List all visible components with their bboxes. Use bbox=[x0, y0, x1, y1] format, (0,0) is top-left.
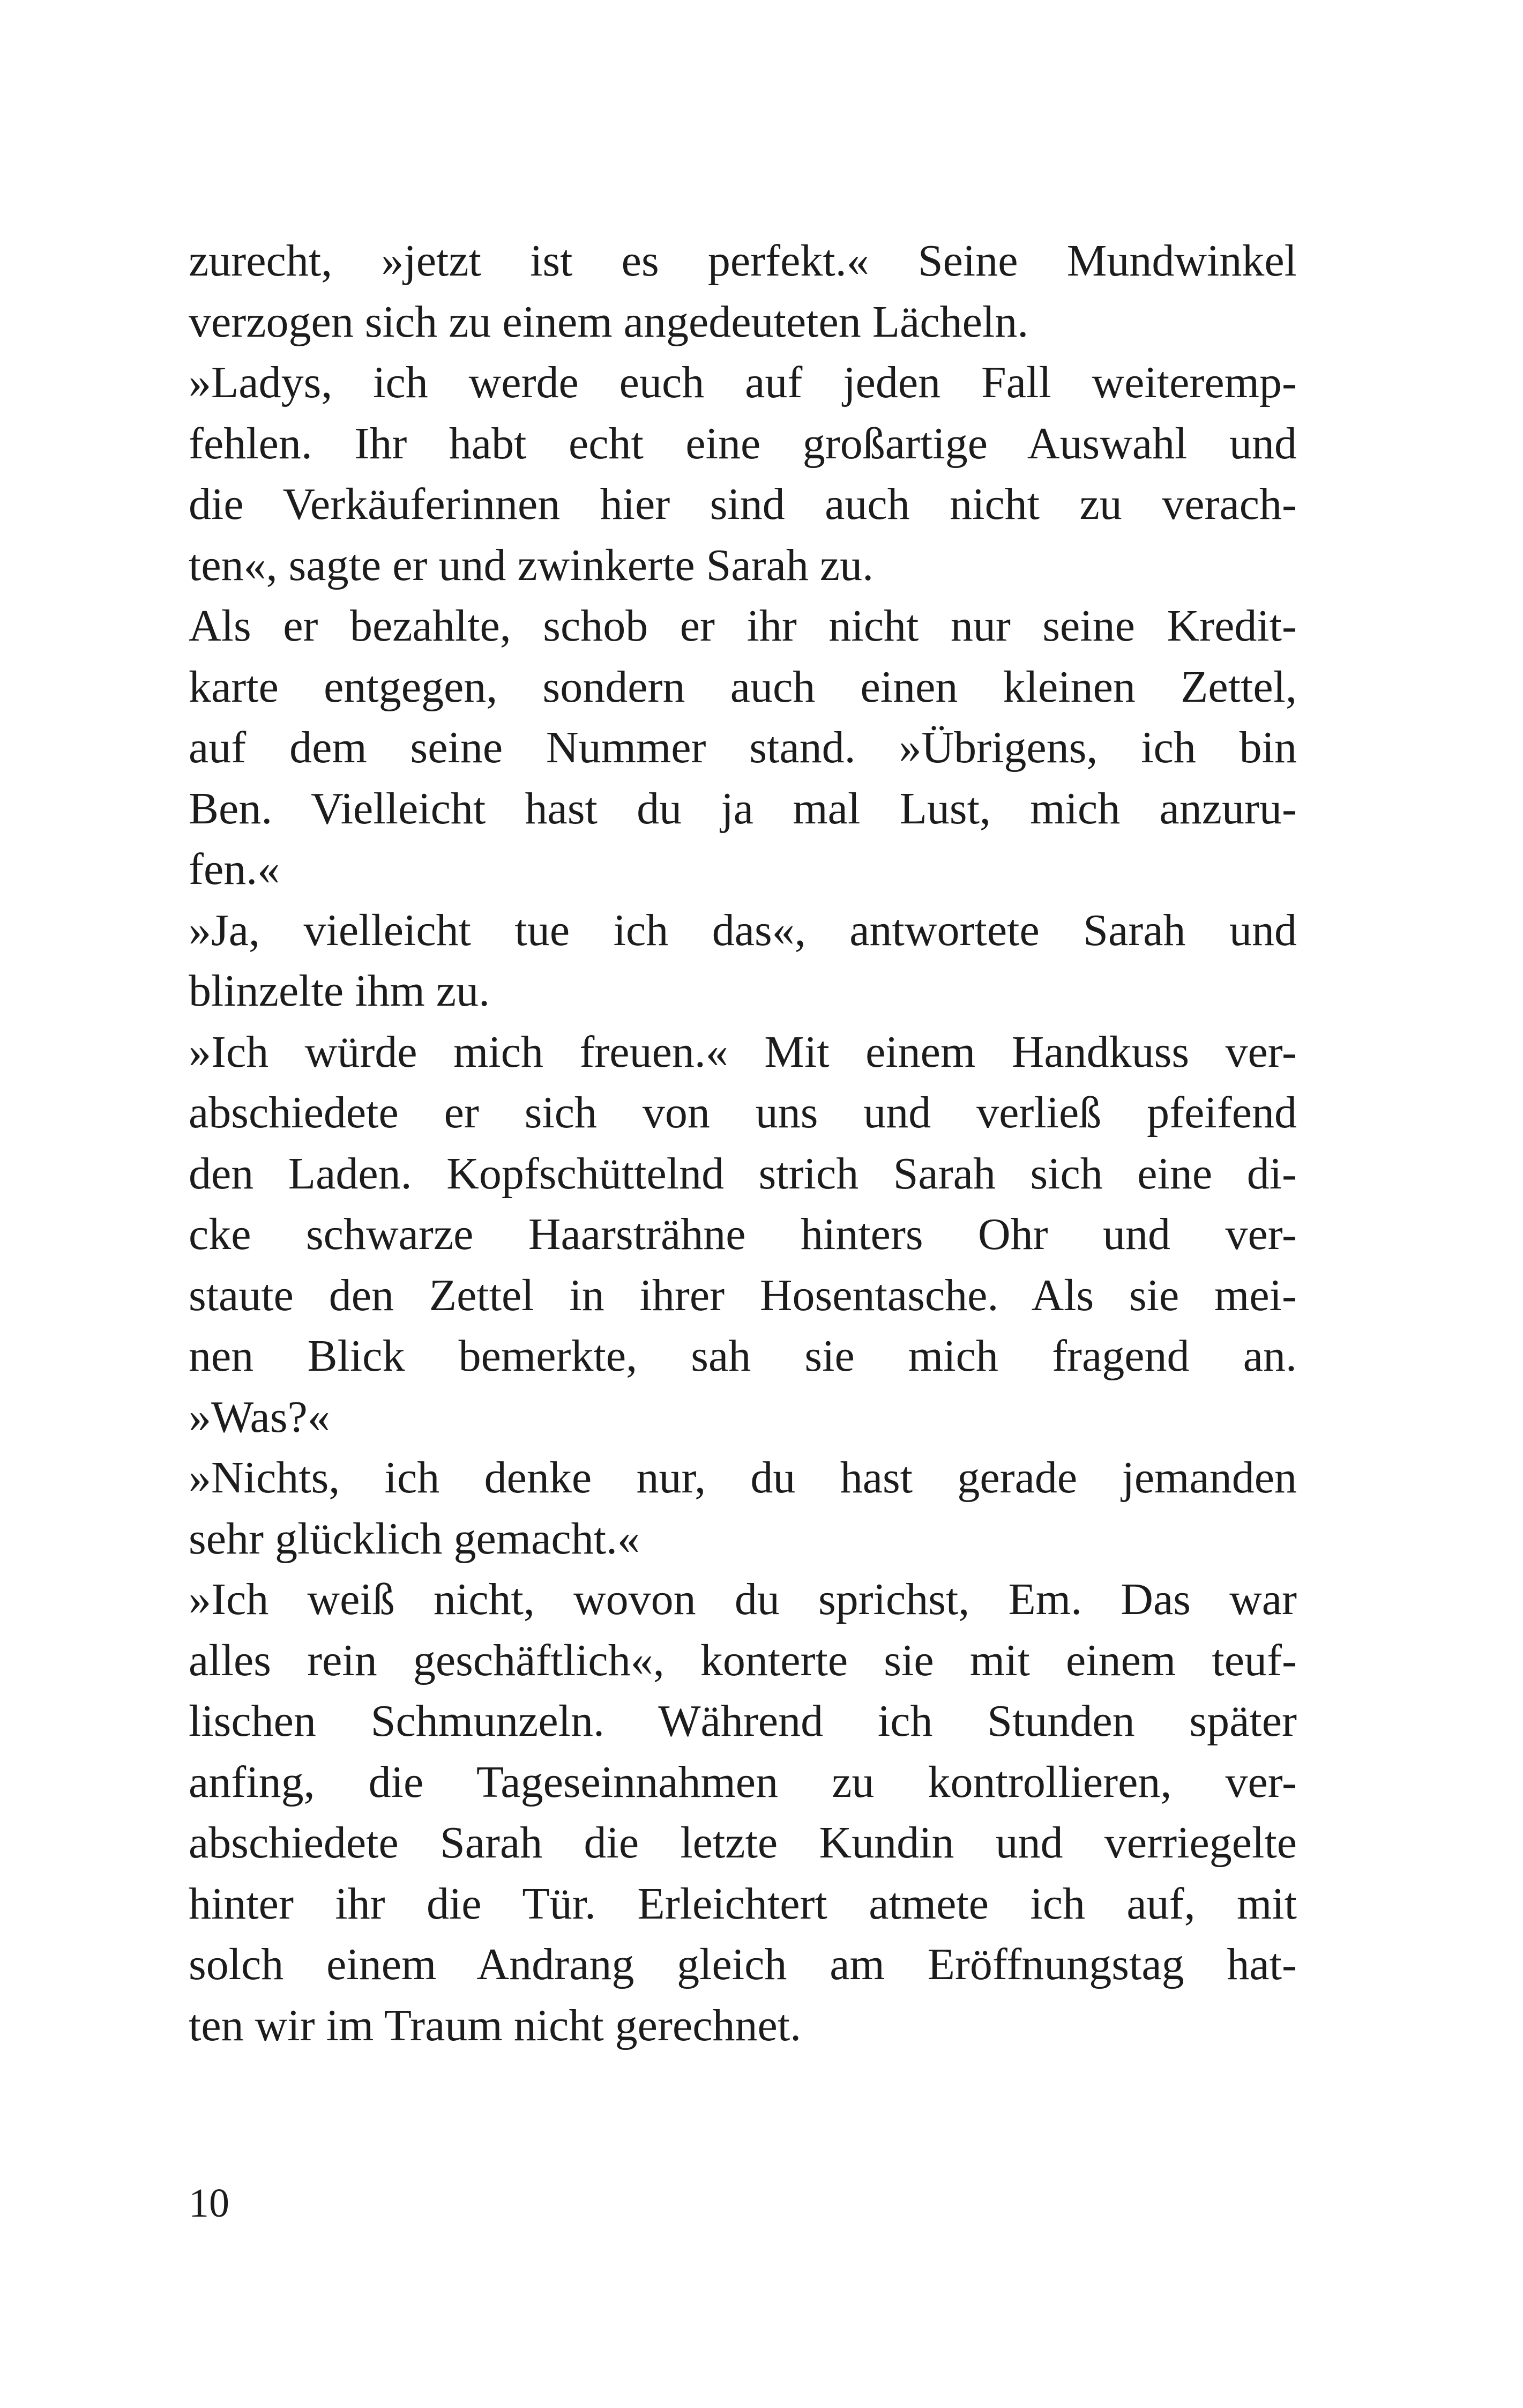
text-line: »Ladys, ich werde euch auf jeden Fall weiteremp- bbox=[189, 358, 1297, 407]
text-line: fen.« bbox=[189, 844, 280, 894]
text-line: die Verkäuferinnen hier sind auch nicht zu verach- bbox=[189, 479, 1297, 529]
text-line: blinzelte ihm zu. bbox=[189, 966, 490, 1016]
text-line: ten wir im Traum nicht gerechnet. bbox=[189, 2000, 802, 2050]
body-text bbox=[189, 231, 1297, 2056]
text-line: sehr glücklich gemacht.« bbox=[189, 1513, 640, 1564]
text-line: »Ich würde mich freuen.« Mit einem Handkuss ver- bbox=[189, 1027, 1297, 1077]
text-line: »Nichts, ich denke nur, du hast gerade jemanden bbox=[189, 1453, 1297, 1503]
text-line: solch einem Andrang gleich am Eröffnungstag hat- bbox=[189, 1939, 1297, 1989]
text-line: cke schwarze Haarsträhne hinters Ohr und ver- bbox=[189, 1209, 1297, 1259]
text-line: abschiedete Sarah die letzte Kundin und verriegelte bbox=[189, 1818, 1297, 1868]
text-line: karte entgegen, sondern auch einen kleinen Zettel, bbox=[189, 662, 1297, 712]
text-line: ten«, sagte er und zwinkerte Sarah zu. bbox=[189, 540, 874, 590]
text-line: hinter ihr die Tür. Erleichtert atmete ich auf, mit bbox=[189, 1878, 1297, 1929]
text-line: alles rein geschäftlich«, konterte sie mit einem teuf- bbox=[189, 1635, 1297, 1685]
page-number: 10 bbox=[189, 2181, 229, 2226]
text-line: lischen Schmunzeln. Während ich Stunden später bbox=[189, 1696, 1297, 1746]
text-line: verzogen sich zu einem angedeuteten Lächeln. bbox=[189, 296, 1029, 347]
text-line: »Ja, vielleicht tue ich das«, antwortete Sarah und bbox=[189, 905, 1297, 955]
text-line: zurecht, »jetzt ist es perfekt.« Seine Mundwinkel bbox=[189, 236, 1297, 286]
text-line: »Was?« bbox=[189, 1392, 330, 1442]
text-line: nen Blick bemerkte, sah sie mich fragend an. bbox=[189, 1331, 1297, 1381]
text-line: auf dem seine Nummer stand. »Übrigens, ich bin bbox=[189, 723, 1297, 772]
text-line: Als er bezahlte, schob er ihr nicht nur seine Kredit- bbox=[189, 601, 1297, 651]
text-line: anfing, die Tageseinnahmen zu kontrollieren, ver- bbox=[189, 1757, 1297, 1807]
text-line: den Laden. Kopfschüttelnd strich Sarah sich eine di- bbox=[189, 1148, 1297, 1199]
text-line: »Ich weiß nicht, wovon du sprichst, Em. Das war bbox=[189, 1574, 1297, 1624]
text-line: staute den Zettel in ihrer Hosentasche. Als sie mei- bbox=[189, 1270, 1297, 1320]
text-line: Ben. Vielleicht hast du ja mal Lust, mich anzuru- bbox=[189, 783, 1297, 834]
text-line: abschiedete er sich von uns und verließ pfeifend bbox=[189, 1088, 1297, 1138]
text-line: fehlen. Ihr habt echt eine großartige Auswahl und bbox=[189, 418, 1297, 469]
